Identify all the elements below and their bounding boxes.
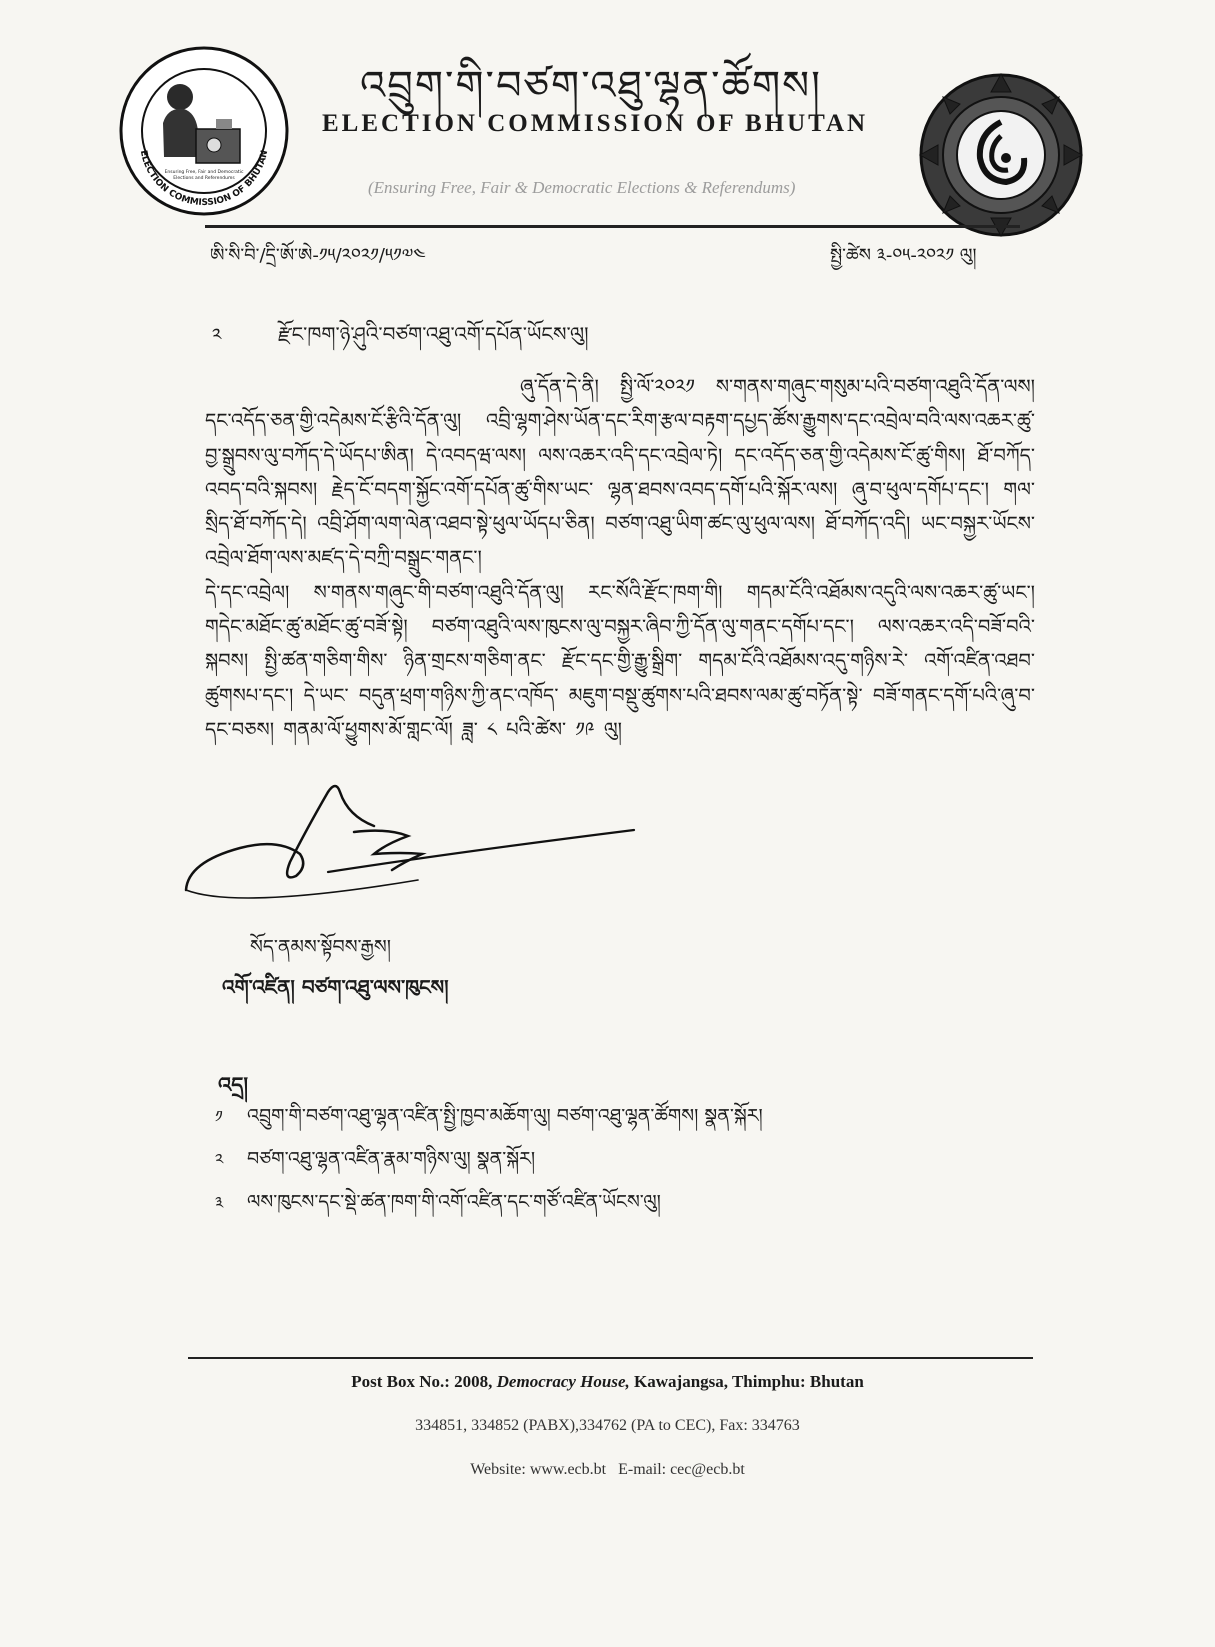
body-paragraph-1: ཞུ་དོན་དེ་ནི། སྤྱི་ལོ་༢༠༢༡ ས་གནས་གཞུང་གསུམ་པའི་བཙག་འཐུའི་དོན་ལས། དང་འདོད་ཅན་གྱི་འདེམས་ངོ་རྩིའི་དོན་ལུ། འབྲི་ལྷག་ཤེས་ཡོན་དང་རིག་རྩལ་བརྟག་དཔྱད་ཚོས་རྒྱུགས་དང་འབྲེལ་བའི་ལས་འཆར་ཚུ་བྱ་སྒྲུབས་ལུ་བཀོད་དེ་ཡོདཔ་ཨིན། དེ་འབདཝ་ལས། ལས་འཆར་འདི་དང་འབྲེལ་ཏེ། དང་འདོད་ཅན་གྱི་འདེམས་ངོ་ཚུ་གིས། ཐོ་བཀོད་འབད་བའི་སྐབས། རྗེད་ངོ་བདག་སྐྱོང་འགོ་དཔོན་ཚུ་གིས་ཡང་ ལྷན་ཐབས་འབད་དགོ་པའི་སྐོར་ལས། ཞུ་བ་ཕུལ་དགོཔ་དང་། གལ་སྲིད་ཐོ་བཀོད་དེ། འབྲི་ཤོག་ལག་ལེན་འཐབ་སྟེ་ཕུལ་ཡོདཔ་ཅིན། བཙག་འཐུ་ཡིག་ཚང་ལུ་ཕུལ་ལས། ཐོ་བཀོད་འདི། ཡང་བསྐྱར་ཡོངས་འབྲེལ་ཐོག་ལས་མཛད་དེ་བཀྲི་བསྒྲུང་གནང་། bbox=[205, 375, 1035, 570]
copy-to-item bbox=[215, 1095, 1035, 1138]
footer-contact bbox=[0, 1461, 1215, 1479]
copy-to-list bbox=[215, 1095, 1035, 1224]
post-box: Post Box No.: 2008, bbox=[351, 1372, 493, 1391]
democracy-house: Democracy House, bbox=[496, 1372, 630, 1391]
copy-to-text: ལས་ཁུངས་དང་སྡེ་ཚན་ཁག་གི་འགོ་འཛིན་དང་གཙོ་འཛིན་ཡོངས་ལུ། bbox=[247, 1191, 661, 1213]
copy-to-item bbox=[215, 1181, 1035, 1224]
addressee-number: ༢ bbox=[212, 325, 222, 346]
dharma-wheel-logo bbox=[918, 72, 1084, 238]
addressee: རྫོང་ཁག་ཉེ་ཤུའི་བཙག་འཐུ་འགོ་དཔོན་ཡོངས་ལུ། bbox=[278, 322, 589, 346]
date-value: ༣-༠༥-༢༠༢༡ ལུ། bbox=[876, 245, 977, 266]
seal-ring-text: ELECTION COMMISSION OF BHUTAN bbox=[137, 149, 271, 209]
email-link[interactable]: cec@ecb.bt bbox=[670, 1461, 745, 1478]
motto: (Ensuring Free, Fair & Democratic Elections & Referendums) bbox=[368, 178, 796, 197]
footer-divider bbox=[188, 1357, 1033, 1359]
ecb-seal-logo bbox=[118, 45, 290, 217]
seal-motto-text: Ensuring Free, Fair and Democratic bbox=[164, 170, 244, 175]
footer-phones: 334851, 334852 (PABX),334762 (PA to CEC), Fax: 334763 bbox=[415, 1417, 800, 1434]
title-dzongkha: འབྲུག་གི་བཙག་འཐུ་ལྷན་ཚོགས། bbox=[360, 63, 822, 109]
footer-address bbox=[0, 1372, 1215, 1392]
email-label: E-mail: bbox=[618, 1461, 667, 1478]
website-label: Website: bbox=[470, 1461, 526, 1478]
signer-name: སོད་ནམས་སྟོབས་རྒྱས། bbox=[250, 936, 391, 958]
date-label: སྤྱི་ཚེས bbox=[830, 245, 871, 266]
title-english: ELECTION COMMISSION OF BHUTAN bbox=[322, 110, 869, 137]
handwritten-signature bbox=[178, 770, 648, 920]
header-divider bbox=[205, 225, 1020, 228]
copy-to-number: ༣ bbox=[215, 1193, 224, 1212]
body-paragraph-2: དེ་དང་འབྲེལ། ས་གནས་གཞུང་གི་བཙག་འཐུའི་དོན་ལུ། རང་སོའི་རྫོང་ཁག་གི། གདམ་ངོའི་འཐོམས་འདུའི་ལས་འཆར་ཚུ་ཡང་། གདེང་མཐོང་ཚུ་མཐོང་ཚུ་བཟོ་སྟེ། བཙག་འཐུའི་ལས་ཁུངས་ལུ་བསྐྱར་ཞིབ་ཀྱི་དོན་ལུ་གནང་དགོཔ་དང་། ལས་འཆར་འདི་བཟོ་བའི་སྐབས། སྤྱི་ཚན་གཅིག་གིས་ ཉིན་གྲངས་གཅིག་ནང་ རྫོང་དང་གྱི་རྒྱུ་སྒྲིག་ གདམ་ངོའི་འཐོམས་འདུ་གཉིས་རེ་ འགོ་འཛིན་འཐབ་ཚུགསཔ་དང་། དེ་ཡང་ བདུན་ཕྲག་གཉིས་ཀྱི་ནང་འཁོད་ མཇུག་བསྡུ་ཚུགས་པའི་ཐབས་ལམ་ཚུ་བཏོན་སྟེ་ བཟོ་གནང་དགོ་པའི་ཞུ་བ་དང་བཅས། གནམ་ལོ་ཕྱུགས་མོ་གླང་ལོ། ཟླ་ ༨ པའི་ཚེས་ ༡༩ ལུ། bbox=[205, 580, 1035, 741]
copy-to-text: བཙག་འཐུ་ལྷན་འཛིན་རྣམ་གཉིས་ལུ། སྣན་སྐོར། bbox=[247, 1148, 536, 1170]
copy-to-item bbox=[215, 1138, 1035, 1181]
letter-body bbox=[205, 370, 1035, 747]
copy-to-heading: འདྲ། bbox=[218, 1073, 249, 1097]
signer-title: འགོ་འཛིན། བཙག་འཐུ་ལས་ཁུངས། bbox=[222, 975, 449, 999]
svg-text:Elections and Referendums: Elections and Referendums bbox=[173, 176, 235, 181]
website-link[interactable]: www.ecb.bt bbox=[529, 1461, 607, 1478]
address-location: Kawajangsa, Thimphu: Bhutan bbox=[634, 1372, 864, 1391]
copy-to-number: ༢ bbox=[215, 1150, 224, 1169]
copy-to-number: ༡ bbox=[215, 1107, 223, 1126]
letter-date bbox=[830, 236, 977, 286]
reference-number: ཨི་སི་བི་/དྲི་ཨོ་ཨེ-༡༥/༢༠༢༡/༥༡༧༤ bbox=[210, 245, 426, 266]
copy-to-text: འབྲུག་གི་བཙག་འཐུ་ལྷན་འཛིན་སྤྱི་ཁྱབ་མཆོག་ལུ། བཙག་འཐུ་ལྷན་ཚོགས། སྣན་སྐོར། bbox=[247, 1105, 763, 1127]
